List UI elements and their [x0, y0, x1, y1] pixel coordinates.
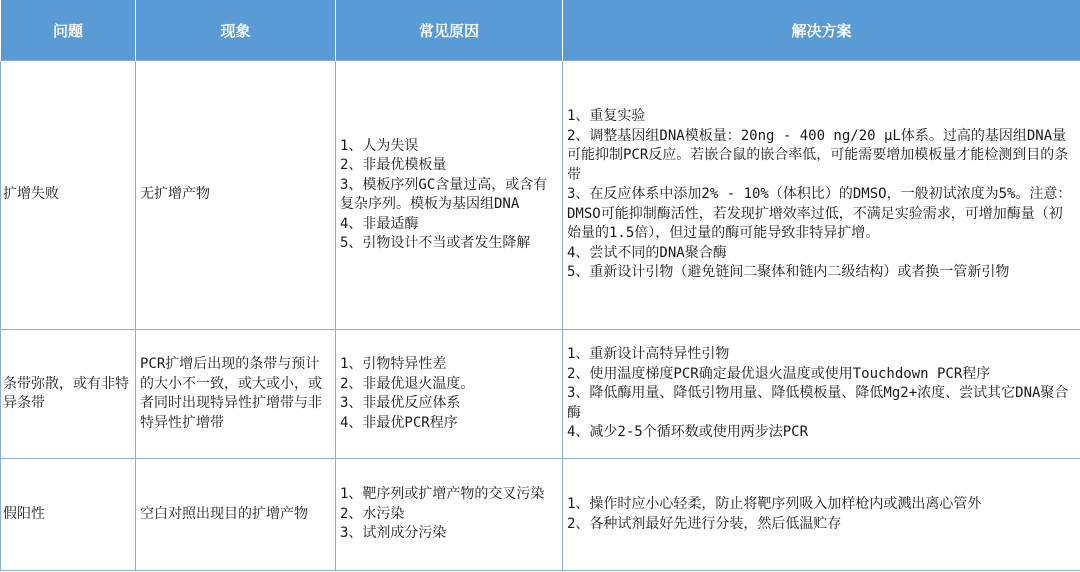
cause-item: 2、非最优模板量 — [340, 157, 447, 173]
cause-item: 1、人为失误 — [340, 137, 419, 154]
solution-item: 4、减少2-5个循环数或使用两步法PCR — [567, 424, 809, 441]
cause-item: 3、试剂成分污染 — [340, 525, 447, 542]
phenomenon-line: 无扩增产物 — [140, 186, 210, 203]
solutions-cell — [563, 330, 1080, 459]
cause-item: 4、非最优PCR程序 — [340, 414, 458, 431]
solution-item: 3、在反应体系中添加2% - 10%（体积比）的DMSO，一般初试浓度为5%。注意：DMSO可能抑制酶活性，若发现扩增效率过低，不满足实验需求，可增加酶量（初始量的1.5倍），但过量的酶可能导致非特异扩增。 — [567, 186, 1072, 242]
solution-item: 1、操作时应小心轻柔，防止将靶序列吸入加样枪内或溅出离心管外 — [567, 496, 982, 512]
cause-item: 2、水污染 — [340, 505, 405, 522]
cause-item: 2、非最优退火温度。 — [340, 375, 475, 392]
header-phenomenon: 现象 — [136, 0, 336, 61]
cause-item: 3、非最优反应体系 — [340, 395, 461, 411]
solution-item: 1、重复实验 — [567, 108, 646, 125]
cause-item: 1、靶序列或扩增产物的交叉污染 — [340, 486, 545, 503]
problem-cell: 条带弥散，或有非特异条带 — [1, 330, 136, 459]
solution-item: 5、重新设计引物（避免链间二聚体和链内二级结构）或者换一管新引物 — [567, 264, 1010, 281]
table-row — [1, 330, 1080, 459]
cause-item: 5、引物设计不当或者发生降解 — [340, 235, 531, 251]
problem-cell: 扩增失败 — [1, 61, 136, 330]
causes-cell — [336, 459, 563, 571]
phenomenon-line: PCR扩增后出现的条带与预计的大小不一致，或大或小，或者同时出现特异性扩增带与非特异性扩增带 — [140, 356, 322, 431]
solution-item: 2、调整基因组DNA模板量：20ng - 400 ng/20 μL体系。过高的基因组DNA量可能抑制PCR反应。若嵌合鼠的嵌合率低，可能需要增加模板量才能检测到目的条带 — [567, 127, 1069, 183]
causes-cell — [336, 330, 563, 459]
phenomenon-cell — [136, 61, 336, 330]
solution-item: 3、降低酶用量、降低引物用量、降低模板量、降低Mg2+浓度、尝试其它DNA聚合酶 — [567, 385, 1069, 421]
cause-item: 4、非最适酶 — [340, 215, 419, 232]
solution-item: 4、尝试不同的DNA聚合酶 — [567, 244, 727, 261]
cause-item: 1、引物特异性差 — [340, 356, 447, 372]
solutions-cell — [563, 61, 1080, 330]
header-causes: 常见原因 — [336, 0, 563, 61]
table-row — [1, 459, 1080, 571]
solutions-cell — [563, 459, 1080, 571]
problem-cell: 假阳性 — [1, 459, 136, 571]
solution-item: 2、各种试剂最好先进行分装，然后低温贮存 — [567, 515, 842, 532]
solution-item: 2、使用温度梯度PCR确定最优退火温度或使用Touchdown PCR程序 — [567, 365, 991, 382]
cause-item: 3、模板序列GC含量过高，或含有复杂序列。模板为基因组DNA — [340, 176, 548, 212]
table-row — [1, 61, 1080, 330]
header-solutions: 解决方案 — [563, 0, 1080, 61]
phenomenon-cell — [136, 459, 336, 571]
phenomenon-cell — [136, 330, 336, 459]
solution-item: 1、重新设计高特异性引物 — [567, 346, 730, 363]
header-problem: 问题 — [1, 0, 136, 61]
phenomenon-line: 空白对照出现目的扩增产物 — [140, 505, 308, 522]
header-row — [1, 0, 1080, 61]
causes-cell — [336, 61, 563, 330]
